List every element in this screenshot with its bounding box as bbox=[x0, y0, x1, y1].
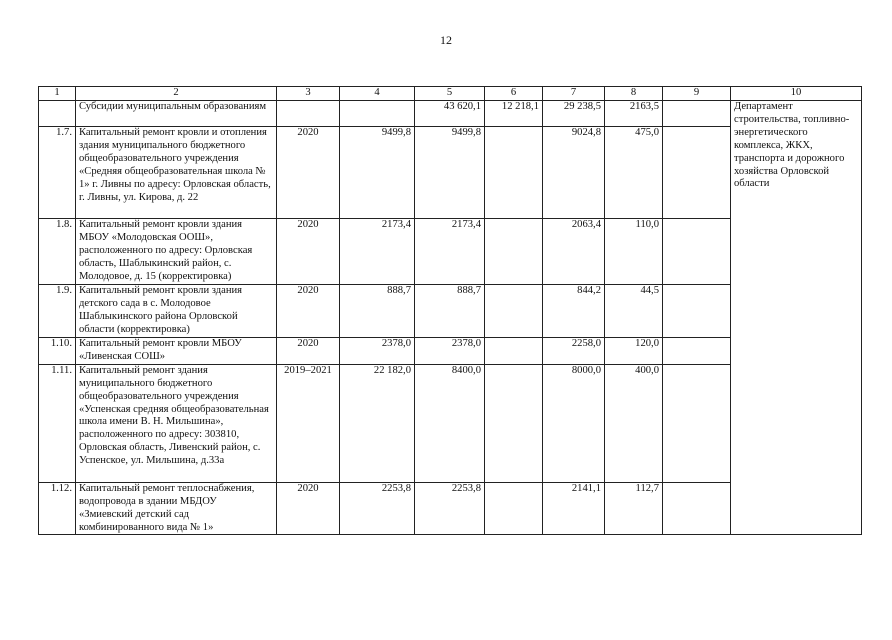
row-value-9 bbox=[663, 219, 731, 285]
row-number: 1.10. bbox=[39, 338, 76, 365]
table-body bbox=[39, 87, 862, 535]
row-year: 2020 bbox=[277, 482, 340, 535]
row-year: 2020 bbox=[277, 219, 340, 285]
row-number: 1.8. bbox=[39, 219, 76, 285]
row-value-9 bbox=[663, 101, 731, 127]
header-cell-2: 2 bbox=[76, 87, 277, 101]
row-value-5: 2253,8 bbox=[415, 482, 485, 535]
row-total: 888,7 bbox=[340, 285, 415, 338]
row-value-8: 44,5 bbox=[605, 285, 663, 338]
row-number: 1.7. bbox=[39, 127, 76, 219]
row-value-5: 43 620,1 bbox=[415, 101, 485, 127]
row-value-8: 120,0 bbox=[605, 338, 663, 365]
row-number: 1.9. bbox=[39, 285, 76, 338]
row-year bbox=[277, 101, 340, 127]
row-value-9 bbox=[663, 364, 731, 482]
row-name: Субсидии муниципальным образованиям bbox=[76, 101, 277, 127]
row-value-5: 888,7 bbox=[415, 285, 485, 338]
row-value-9 bbox=[663, 338, 731, 365]
row-total: 22 182,0 bbox=[340, 364, 415, 482]
row-value-8: 475,0 bbox=[605, 127, 663, 219]
row-value-6 bbox=[485, 364, 543, 482]
program-table bbox=[38, 86, 862, 535]
page-number: 12 bbox=[440, 33, 452, 47]
row-value-8: 2163,5 bbox=[605, 101, 663, 127]
department-cell: Департамент строительства, топливно-энергетического комплекса, ЖКХ, транспорта и дорожного хозяйства Орловской области bbox=[731, 101, 862, 535]
row-year: 2020 bbox=[277, 127, 340, 219]
header-cell-9: 9 bbox=[663, 87, 731, 101]
row-value-5: 8400,0 bbox=[415, 364, 485, 482]
row-value-7: 844,2 bbox=[543, 285, 605, 338]
header-row bbox=[39, 87, 862, 101]
row-value-9 bbox=[663, 127, 731, 219]
row-value-5: 9499,8 bbox=[415, 127, 485, 219]
row-value-6 bbox=[485, 127, 543, 219]
row-number bbox=[39, 101, 76, 127]
row-year: 2020 bbox=[277, 338, 340, 365]
row-total: 2253,8 bbox=[340, 482, 415, 535]
row-value-7: 2063,4 bbox=[543, 219, 605, 285]
table-row bbox=[39, 101, 862, 127]
row-value-6: 12 218,1 bbox=[485, 101, 543, 127]
row-value-6 bbox=[485, 285, 543, 338]
header-cell-1: 1 bbox=[39, 87, 76, 101]
row-number: 1.12. bbox=[39, 482, 76, 535]
header-cell-6: 6 bbox=[485, 87, 543, 101]
row-value-5: 2173,4 bbox=[415, 219, 485, 285]
row-value-6 bbox=[485, 338, 543, 365]
row-value-9 bbox=[663, 285, 731, 338]
header-cell-5: 5 bbox=[415, 87, 485, 101]
row-name: Капитальный ремонт здания муниципального бюджетного общеобразовательного учреждения «Успенская средняя общеобразовательная школа имени В. Н. Мильшина», расположенного по адресу: 303810, Орловская область, Ливенский район, с. Успенское, ул. Мильшина, д.33а bbox=[76, 364, 277, 482]
row-name: Капитальный ремонт кровли здания МБОУ «Молодовская ООШ», расположенного по адресу: Орловская область, Шаблыкинский район, с. Молодовое, д. 15 (корректировка) bbox=[76, 219, 277, 285]
row-value-9 bbox=[663, 482, 731, 535]
row-name: Капитальный ремонт теплоснабжения, водопровода в здании МБДОУ «Змиевский детский сад комбинированного вида № 1» bbox=[76, 482, 277, 535]
header-cell-10: 10 bbox=[731, 87, 862, 101]
header-cell-3: 3 bbox=[277, 87, 340, 101]
row-value-6 bbox=[485, 482, 543, 535]
header-cell-7: 7 bbox=[543, 87, 605, 101]
row-number: 1.11. bbox=[39, 364, 76, 482]
row-value-7: 9024,8 bbox=[543, 127, 605, 219]
row-value-7: 2258,0 bbox=[543, 338, 605, 365]
row-year: 2020 bbox=[277, 285, 340, 338]
row-value-7: 2141,1 bbox=[543, 482, 605, 535]
row-value-8: 400,0 bbox=[605, 364, 663, 482]
row-name: Капитальный ремонт кровли здания детского сада в с. Молодовое Шаблыкинского района Орловской области (корректировка) bbox=[76, 285, 277, 338]
row-name: Капитальный ремонт кровли МБОУ «Ливенская СОШ» bbox=[76, 338, 277, 365]
row-value-6 bbox=[485, 219, 543, 285]
row-total bbox=[340, 101, 415, 127]
header-cell-8: 8 bbox=[605, 87, 663, 101]
header-cell-4: 4 bbox=[340, 87, 415, 101]
row-value-7: 29 238,5 bbox=[543, 101, 605, 127]
row-total: 9499,8 bbox=[340, 127, 415, 219]
row-value-8: 112,7 bbox=[605, 482, 663, 535]
row-year: 2019–2021 bbox=[277, 364, 340, 482]
row-total: 2378,0 bbox=[340, 338, 415, 365]
row-value-7: 8000,0 bbox=[543, 364, 605, 482]
row-value-5: 2378,0 bbox=[415, 338, 485, 365]
row-total: 2173,4 bbox=[340, 219, 415, 285]
row-name: Капитальный ремонт кровли и отопления здания муниципального бюджетного общеобразовательного учреждения «Средняя общеобразовательная школа № 1» г. Ливны по адресу: Орловская область, г. Ливны, ул. Кирова, д. 22 bbox=[76, 127, 277, 219]
row-value-8: 110,0 bbox=[605, 219, 663, 285]
